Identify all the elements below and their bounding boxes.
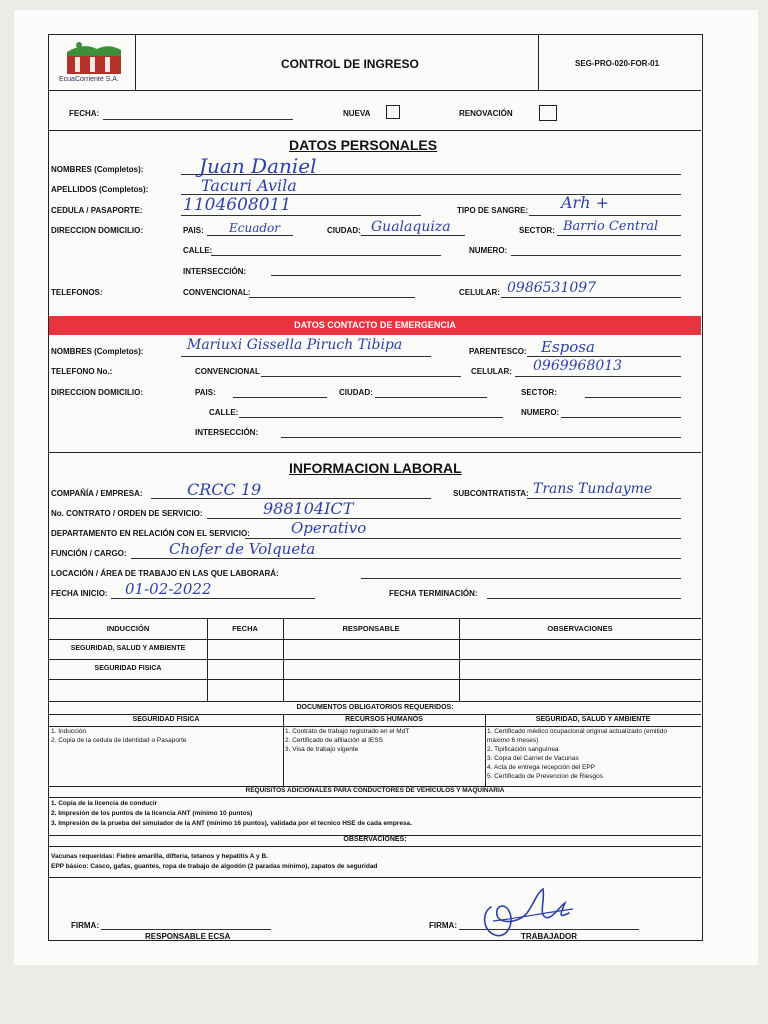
contrato-line[interactable] — [207, 518, 681, 519]
sector-value: Barrio Central — [563, 219, 659, 234]
firma-label-responsable: FIRMA: — [71, 921, 99, 930]
fecha-header: FECHA — [232, 624, 258, 633]
funcion-label: FUNCIÓN / CARGO: — [51, 549, 127, 558]
emergency-telefono-label: TELEFONO No.: — [51, 367, 113, 376]
sector-label: SECTOR: — [519, 226, 555, 235]
celular-value: 0986531097 — [507, 280, 597, 296]
subcontratista-label: SUBCONTRATISTA: — [453, 489, 529, 498]
calle-label: CALLE: — [183, 246, 213, 255]
parentesco-line[interactable] — [527, 356, 681, 357]
doc-col-ssa: SEGURIDAD, SALUD Y AMBIENTE — [535, 716, 651, 723]
fecha-inicio-value: 01-02-2022 — [125, 580, 212, 598]
doc3-item: 2. Tipificación sanguínea — [487, 746, 559, 753]
emergency-banner — [49, 316, 701, 335]
emergency-calle-line[interactable] — [239, 417, 503, 418]
pais-line[interactable] — [207, 235, 293, 236]
doc3-item: máximo 6 meses) — [487, 737, 539, 744]
trabajador-label: TRABAJADOR — [521, 932, 577, 941]
col-divider — [283, 714, 284, 786]
contrato-label: No. CONTRATO / ORDEN DE SERVICIO: — [51, 509, 203, 518]
induccion-row-ssa[interactable]: SEGURIDAD, SALUD Y AMBIENTE — [70, 645, 186, 652]
header-divider — [538, 35, 539, 90]
fecha-inicio-label: FECHA INICIO: — [51, 589, 108, 598]
emergency-sector-label: SECTOR: — [521, 388, 557, 397]
departamento-label: DEPARTAMENTO EN RELACIÓN CON EL SERVICIO: — [51, 529, 250, 538]
sangre-value: Arh + — [561, 193, 609, 212]
numero-label: NUMERO: — [469, 246, 508, 255]
responsable-header: RESPONSABLE — [342, 624, 400, 633]
emergency-nombres-line[interactable] — [181, 356, 431, 357]
funcion-line[interactable] — [131, 558, 681, 559]
emergency-direccion-label: DIRECCION DOMICILIO: — [51, 388, 143, 397]
emergency-title: DATOS CONTACTO DE EMERGENCIA — [294, 320, 456, 330]
header-divider — [135, 35, 136, 90]
row-divider — [49, 797, 701, 798]
empresa-label: COMPAÑÍA / EMPRESA: — [51, 489, 143, 498]
celular-line[interactable] — [501, 297, 681, 298]
emergency-numero-label: NUMERO: — [521, 408, 560, 417]
doc1-item: 1. Inducción — [51, 728, 87, 735]
row-divider — [49, 714, 701, 715]
doc3-item: 4. Acta de entrega recepción del EPP — [487, 764, 596, 771]
interseccion-line[interactable] — [271, 275, 681, 276]
fecha-inicio-line[interactable] — [111, 598, 315, 599]
section-title-datos-personales: DATOS PERSONALES — [289, 137, 438, 153]
row-divider — [49, 726, 701, 727]
fecha-label: FECHA: — [69, 109, 100, 118]
fecha-line[interactable] — [103, 119, 293, 120]
pais-label: PAIS: — [183, 226, 204, 235]
fecha-terminacion-label: FECHA TERMINACIÓN: — [389, 589, 478, 598]
observacion-line: EPP básico: Casco, gafas, guantes, ropa de trabajo de algodón (2 paradas mínimo), zapatos de seguridad — [51, 863, 378, 870]
locacion-line[interactable] — [361, 578, 681, 579]
documentos-title: DOCUMENTOS OBLIGATORIOS REQUERIDOS: — [296, 704, 454, 711]
doc3-item: 1. Certificado médico ocupacional original actualizado (emitido — [487, 728, 667, 735]
subcontratista-value: Trans Tundayme — [533, 481, 653, 497]
emergency-numero-line[interactable] — [561, 417, 681, 418]
observacion-line: Vacunas requeridas: Fiebre amarilla, difteria, tetanos y hepatitis A y B. — [51, 853, 268, 860]
apellidos-label: APELLIDOS (Completos): — [51, 185, 149, 194]
emergency-celular-value: 0969968013 — [533, 358, 623, 374]
emergency-convencional-label: CONVENCIONAL — [195, 367, 260, 376]
renovacion-label: RENOVACIÓN — [459, 109, 513, 118]
interseccion-label: INTERSECCIÓN: — [183, 267, 247, 276]
requisito-item: 2. Impresión de los puntos de la licencia ANT (mínimo 10 puntos) — [51, 810, 253, 817]
cedula-line[interactable] — [181, 215, 421, 216]
contrato-value: 988104ICT — [263, 499, 354, 518]
doc2-item: 1. Contrato de trabajo registrado en el MdT — [285, 728, 410, 735]
sector-line[interactable] — [557, 235, 681, 236]
emergency-celular-label: CELULAR: — [471, 367, 512, 376]
worker-signature — [473, 883, 577, 943]
section-title-informacion-laboral: INFORMACION LABORAL — [289, 460, 462, 476]
departamento-line[interactable] — [245, 538, 681, 539]
induccion-table — [49, 618, 701, 702]
header-bottom-line — [49, 90, 701, 91]
nombres-label: NOMBRES (Completos): — [51, 165, 144, 174]
control-de-ingreso-form — [48, 34, 703, 941]
pais-value: Ecuador — [229, 221, 281, 235]
doc2-item: 2. Certificado de afiliación al IESS — [285, 737, 383, 744]
emergency-calle-label: CALLE: — [209, 408, 239, 417]
row-divider — [49, 846, 701, 847]
funcion-value: Chofer de Volqueta — [169, 540, 316, 558]
emergency-sector-line[interactable] — [585, 397, 681, 398]
requisito-item: 1. Copia de la licencia de conducir — [51, 800, 158, 807]
emergency-nombres-label: NOMBRES (Completos): — [51, 347, 144, 356]
emergency-ciudad-line[interactable] — [375, 397, 487, 398]
fecha-terminacion-line[interactable] — [487, 598, 681, 599]
convencional-line[interactable] — [249, 297, 415, 298]
doc2-item: 3. Visa de trabajo vigente — [285, 746, 359, 753]
nueva-label: NUEVA — [343, 109, 371, 118]
induccion-header: INDUCCIÓN — [106, 624, 150, 633]
nueva-checkbox[interactable] — [386, 105, 400, 119]
calle-line[interactable] — [211, 255, 441, 256]
parentesco-label: PARENTESCO: — [469, 347, 527, 356]
row-divider — [49, 877, 701, 878]
convencional-label: CONVENCIONAL: — [183, 288, 251, 297]
direccion-label: DIRECCION DOMICILIO: — [51, 226, 143, 235]
emergency-convencional-line[interactable] — [261, 376, 461, 377]
ciudad-label: CIUDAD: — [327, 226, 361, 235]
row-divider — [49, 130, 701, 131]
col-divider — [485, 714, 486, 786]
departamento-value: Operativo — [291, 519, 367, 537]
doc3-item: 3. Copia del Carnet de Vacunas — [487, 755, 579, 762]
nombres-value: Juan Daniel — [199, 154, 317, 178]
induccion-row-seguridad-fisica[interactable]: SEGURIDAD FISICA — [94, 665, 162, 672]
doc1-item: 2. Copia de la cedula de Identidad o Pasaporte — [51, 737, 187, 744]
company-logo — [63, 40, 125, 76]
requisitos-title: REQUISITOS ADICIONALES PARA CONDUCTORES DE VEHÍCULOS Y MAQUINARIA — [245, 787, 505, 794]
signature-icon — [473, 883, 577, 943]
doc-col-recursos-humanos: RECURSOS HUMANOS — [345, 716, 423, 723]
doc3-item: 5. Certificado de Prevencion de Riesgos — [487, 773, 603, 780]
locacion-label: LOCACIÓN / ÁREA DE TRABAJO EN LAS QUE LABORARÁ: — [51, 569, 279, 578]
responsable-ecsa-label: RESPONSABLE ECSA — [145, 932, 231, 941]
emergency-pais-line[interactable] — [233, 397, 327, 398]
emergency-pais-label: PAIS: — [195, 388, 216, 397]
doc-col-seguridad-fisica: SEGURIDAD FISICA — [132, 716, 200, 723]
emergency-nombres-value: Mariuxi Gissella Piruch Tibipa — [187, 337, 403, 353]
subcontratista-line[interactable] — [527, 498, 681, 499]
renovacion-checkbox[interactable] — [539, 105, 557, 121]
form-code: SEG-PRO-020-FOR-01 — [575, 59, 660, 68]
row-divider — [49, 452, 701, 453]
telefonos-label: TELEFONOS: — [51, 288, 103, 297]
numero-line[interactable] — [511, 255, 681, 256]
apellidos-value: Tacuri Avila — [201, 176, 297, 195]
observaciones-title: OBSERVACIONES: — [343, 836, 407, 843]
emergency-celular-line[interactable] — [515, 376, 681, 377]
sangre-label: TIPO DE SANGRE: — [457, 206, 529, 215]
observaciones-header: OBSERVACIONES — [547, 624, 613, 633]
ciudad-value: Gualaquiza — [371, 219, 451, 235]
requisito-item: 3. Impresión de la prueba del simulador de la ANT (mínimo 16 puntos), validada por el tecnico HSE de cada empresa. — [51, 820, 412, 827]
celular-label: CELULAR: — [459, 288, 500, 297]
form-title: CONTROL DE INGRESO — [281, 57, 419, 71]
parentesco-value: Esposa — [541, 338, 595, 356]
sangre-line[interactable] — [529, 215, 681, 216]
logo-icon — [63, 40, 125, 76]
company-name: EcuaCorriente S.A. — [59, 76, 119, 83]
firma-line-responsable[interactable] — [101, 929, 271, 930]
cedula-label: CEDULA / PASAPORTE: — [51, 206, 143, 215]
firma-label-trabajador: FIRMA: — [429, 921, 457, 930]
emergency-interseccion-line[interactable] — [281, 437, 681, 438]
emergency-ciudad-label: CIUDAD: — [339, 388, 373, 397]
cedula-value: 1104608011 — [183, 195, 292, 215]
empresa-value: CRCC 19 — [187, 480, 262, 499]
ciudad-line[interactable] — [361, 235, 465, 236]
emergency-interseccion-label: INTERSECCIÓN: — [195, 428, 259, 437]
